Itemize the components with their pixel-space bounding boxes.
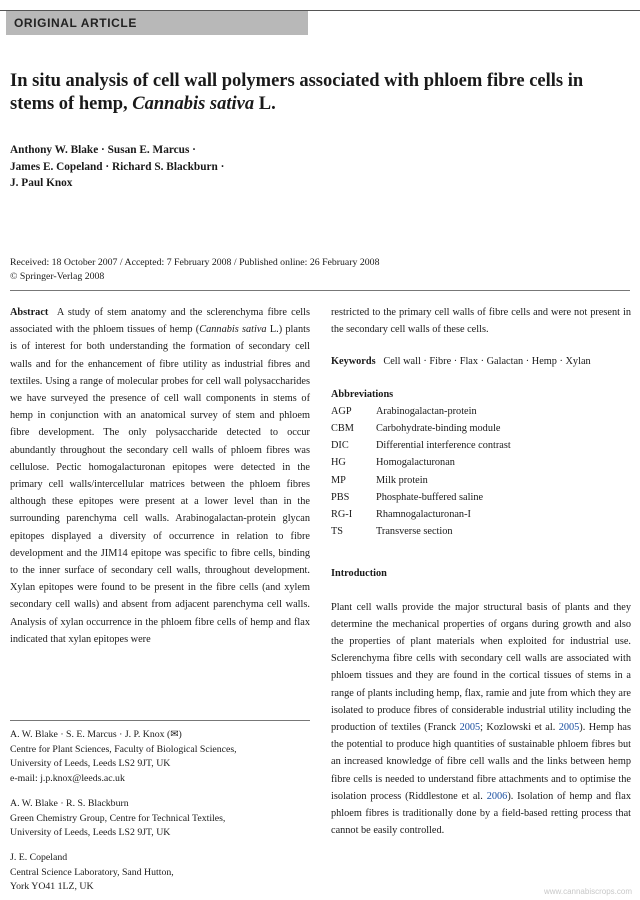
keywords-label: Keywords [331, 356, 376, 368]
title-main: In situ analysis of cell wall polymers associated with phloem fibre cells in stems of hemp, [10, 71, 584, 114]
site-watermark: www.cannabiscrops.com [543, 887, 632, 896]
intro-text-2: ; Kozlowski et al. [480, 722, 559, 734]
intro-text-3: ). Hemp has the potential to produce high quantities of sustainable phloem fibres but an increased knowledge of fibre cell walls and the links between hemp fibre cells is needed to understand fibre attachments and to optimise the isolation process (Riddlestone et al. [331, 722, 631, 802]
author-line: James E. Copeland · Richard S. Blackburn · [10, 160, 225, 173]
affiliation-line: University of Leeds, Leeds LS2 9JT, UK [10, 758, 171, 769]
keywords-block [331, 353, 631, 370]
affiliation-divider [10, 720, 310, 721]
introduction-paragraph [331, 599, 631, 840]
abbreviation-definition: Milk protein [376, 474, 428, 486]
dates-line: Received: 18 October 2007 / Accepted: 7 February 2008 / Published online: 26 February 2008 [10, 257, 380, 268]
article-title [10, 70, 610, 116]
right-column [331, 304, 631, 839]
affiliation-names: A. W. Blake · R. S. Blackburn [10, 798, 129, 809]
abbreviation-code: CBM [331, 423, 354, 435]
abstract-species: Cannabis sativa [199, 324, 267, 336]
abbreviation-code: MP [331, 474, 346, 486]
affiliation-block [10, 728, 310, 786]
affiliation-line: University of Leeds, Leeds LS2 9JT, UK [10, 827, 171, 838]
abbreviation-definition: Carbohydrate-binding module [376, 423, 501, 435]
affiliation-block [10, 851, 310, 895]
abstract-label: Abstract [10, 307, 49, 318]
abstract-text-1: A study of stem anatomy and the sclerenchyma fibre cells associated with the phloem tissues of hemp ( [10, 307, 310, 336]
intro-text-4: ). Isolation of hemp and flax phloem fibres is traditionally done by a field-based retting process that cannot be easily controlled. [331, 790, 631, 837]
abbreviation-code: AGP [331, 405, 352, 417]
reference-link[interactable]: 2006 [486, 790, 508, 802]
abbreviation-definition: Rhamnogalacturonan-I [376, 509, 471, 521]
reference-link[interactable]: 2005 [558, 722, 580, 734]
affiliation-block [10, 797, 310, 841]
title-species: Cannabis sativa [132, 94, 255, 114]
author-list [10, 142, 410, 192]
introduction-heading: Introduction [331, 568, 387, 580]
author-line: J. Paul Knox [10, 177, 73, 189]
affiliation-names: J. E. Copeland [10, 852, 68, 863]
abbreviation-row [331, 420, 631, 437]
affiliation-email[interactable]: e-mail: j.p.knox@leeds.ac.uk [10, 772, 125, 784]
abbreviation-code: DIC [331, 440, 349, 452]
abbreviation-code: PBS [331, 491, 350, 503]
affiliation-names: A. W. Blake · S. E. Marcus · J. P. Knox (✉) [10, 729, 182, 740]
intro-text-1: Plant cell walls provide the major structural basis of plants and they determine the mechanical properties of organs during growth and also the properties of plant materials when exploited for industrial use. Sclerenchyma fibre cells with secondary cell walls are associated with phloem tissues and they are found in the cortical tissues of stems in a range of plants including hemp, flax, ramie and jute from which they are isolated to produce fibres of considerable industrial utility including the production of textiles (Franck [331, 601, 631, 734]
abbreviation-code: TS [331, 526, 344, 538]
affiliation-line: Green Chemistry Group, Centre for Technical Textiles, [10, 812, 226, 824]
abbreviation-row [331, 506, 631, 523]
reference-link[interactable]: 2005 [459, 722, 481, 734]
abstract-paragraph [10, 304, 310, 648]
article-type-band: ORIGINAL ARTICLE [6, 11, 308, 35]
left-column [10, 304, 310, 648]
abbreviation-row [331, 454, 631, 471]
abbreviation-definition: Arabinogalactan-protein [376, 405, 477, 417]
abbreviation-definition: Phosphate-buffered saline [376, 491, 484, 503]
abbreviation-definition: Differential interference contrast [376, 440, 511, 452]
abbreviation-code: HG [331, 457, 346, 469]
abstract-text-2: L.) plants is of interest for both understanding the formation of secondary cell walls and for the enhancement of fibre utility as industrial fibres and textiles. Using a range of molecular probes for cell wall polysaccharides we have surveyed the presence of cell wall components in stems of hemp in conjunction with an anatomical survey of stem and phloem fibre development. The only polysaccharide detected to occur abundantly throughout the secondary cell walls of phloem fibres was cellulose. Pectic homogalacturonan epitopes were detected in the primary cell walls/intercellular matrices between the phloem fibres although these epitopes were present at a lower level than in the surrounding parenchyma cell walls. Arabinogalactan-protein glycan epitopes displayed a diversity of occurrence in relation to fibre development and the JIM14 epitope was specific to fibre cells, binding to the inner surface of secondary cell walls, throughout development. Xylan epitopes were found to be present in the fibre cells (and xylem secondary cell walls) and absent from adjacent parenchyma cell walls. Analysis of xylan occurrence in the phloem fibre cells of hemp and flax indicated that xylan epitopes were [10, 324, 310, 645]
abbreviations-heading: Abbreviations [331, 388, 394, 400]
abbreviations-block [331, 386, 631, 541]
abbreviation-row [331, 403, 631, 420]
copyright-line: © Springer-Verlag 2008 [10, 271, 105, 282]
abstract-continuation: restricted to the primary cell walls of fibre cells and were not present in the secondary cell walls of these cells. [331, 307, 631, 336]
abbreviation-row [331, 489, 631, 506]
affiliation-line: Central Science Laboratory, Sand Hutton, [10, 866, 174, 878]
abbreviation-definition: Homogalacturonan [376, 457, 455, 469]
affiliation-line: Centre for Plant Sciences, Faculty of Biological Sciences, [10, 743, 237, 755]
header-divider [10, 290, 630, 291]
abbreviation-row [331, 523, 631, 540]
author-line: Anthony W. Blake · Susan E. Marcus · [10, 144, 196, 156]
title-suffix: L. [254, 94, 276, 114]
keywords-text: Cell wall · Fibre · Flax · Galactan · Hemp · Xylan [383, 356, 591, 368]
affiliation-line: York YO41 1LZ, UK [10, 881, 94, 892]
abbreviation-code: RG-I [331, 509, 353, 521]
abbreviation-definition: Transverse section [376, 526, 453, 538]
abbreviation-row [331, 437, 631, 454]
publication-dates [10, 256, 610, 284]
abbreviation-row [331, 472, 631, 489]
